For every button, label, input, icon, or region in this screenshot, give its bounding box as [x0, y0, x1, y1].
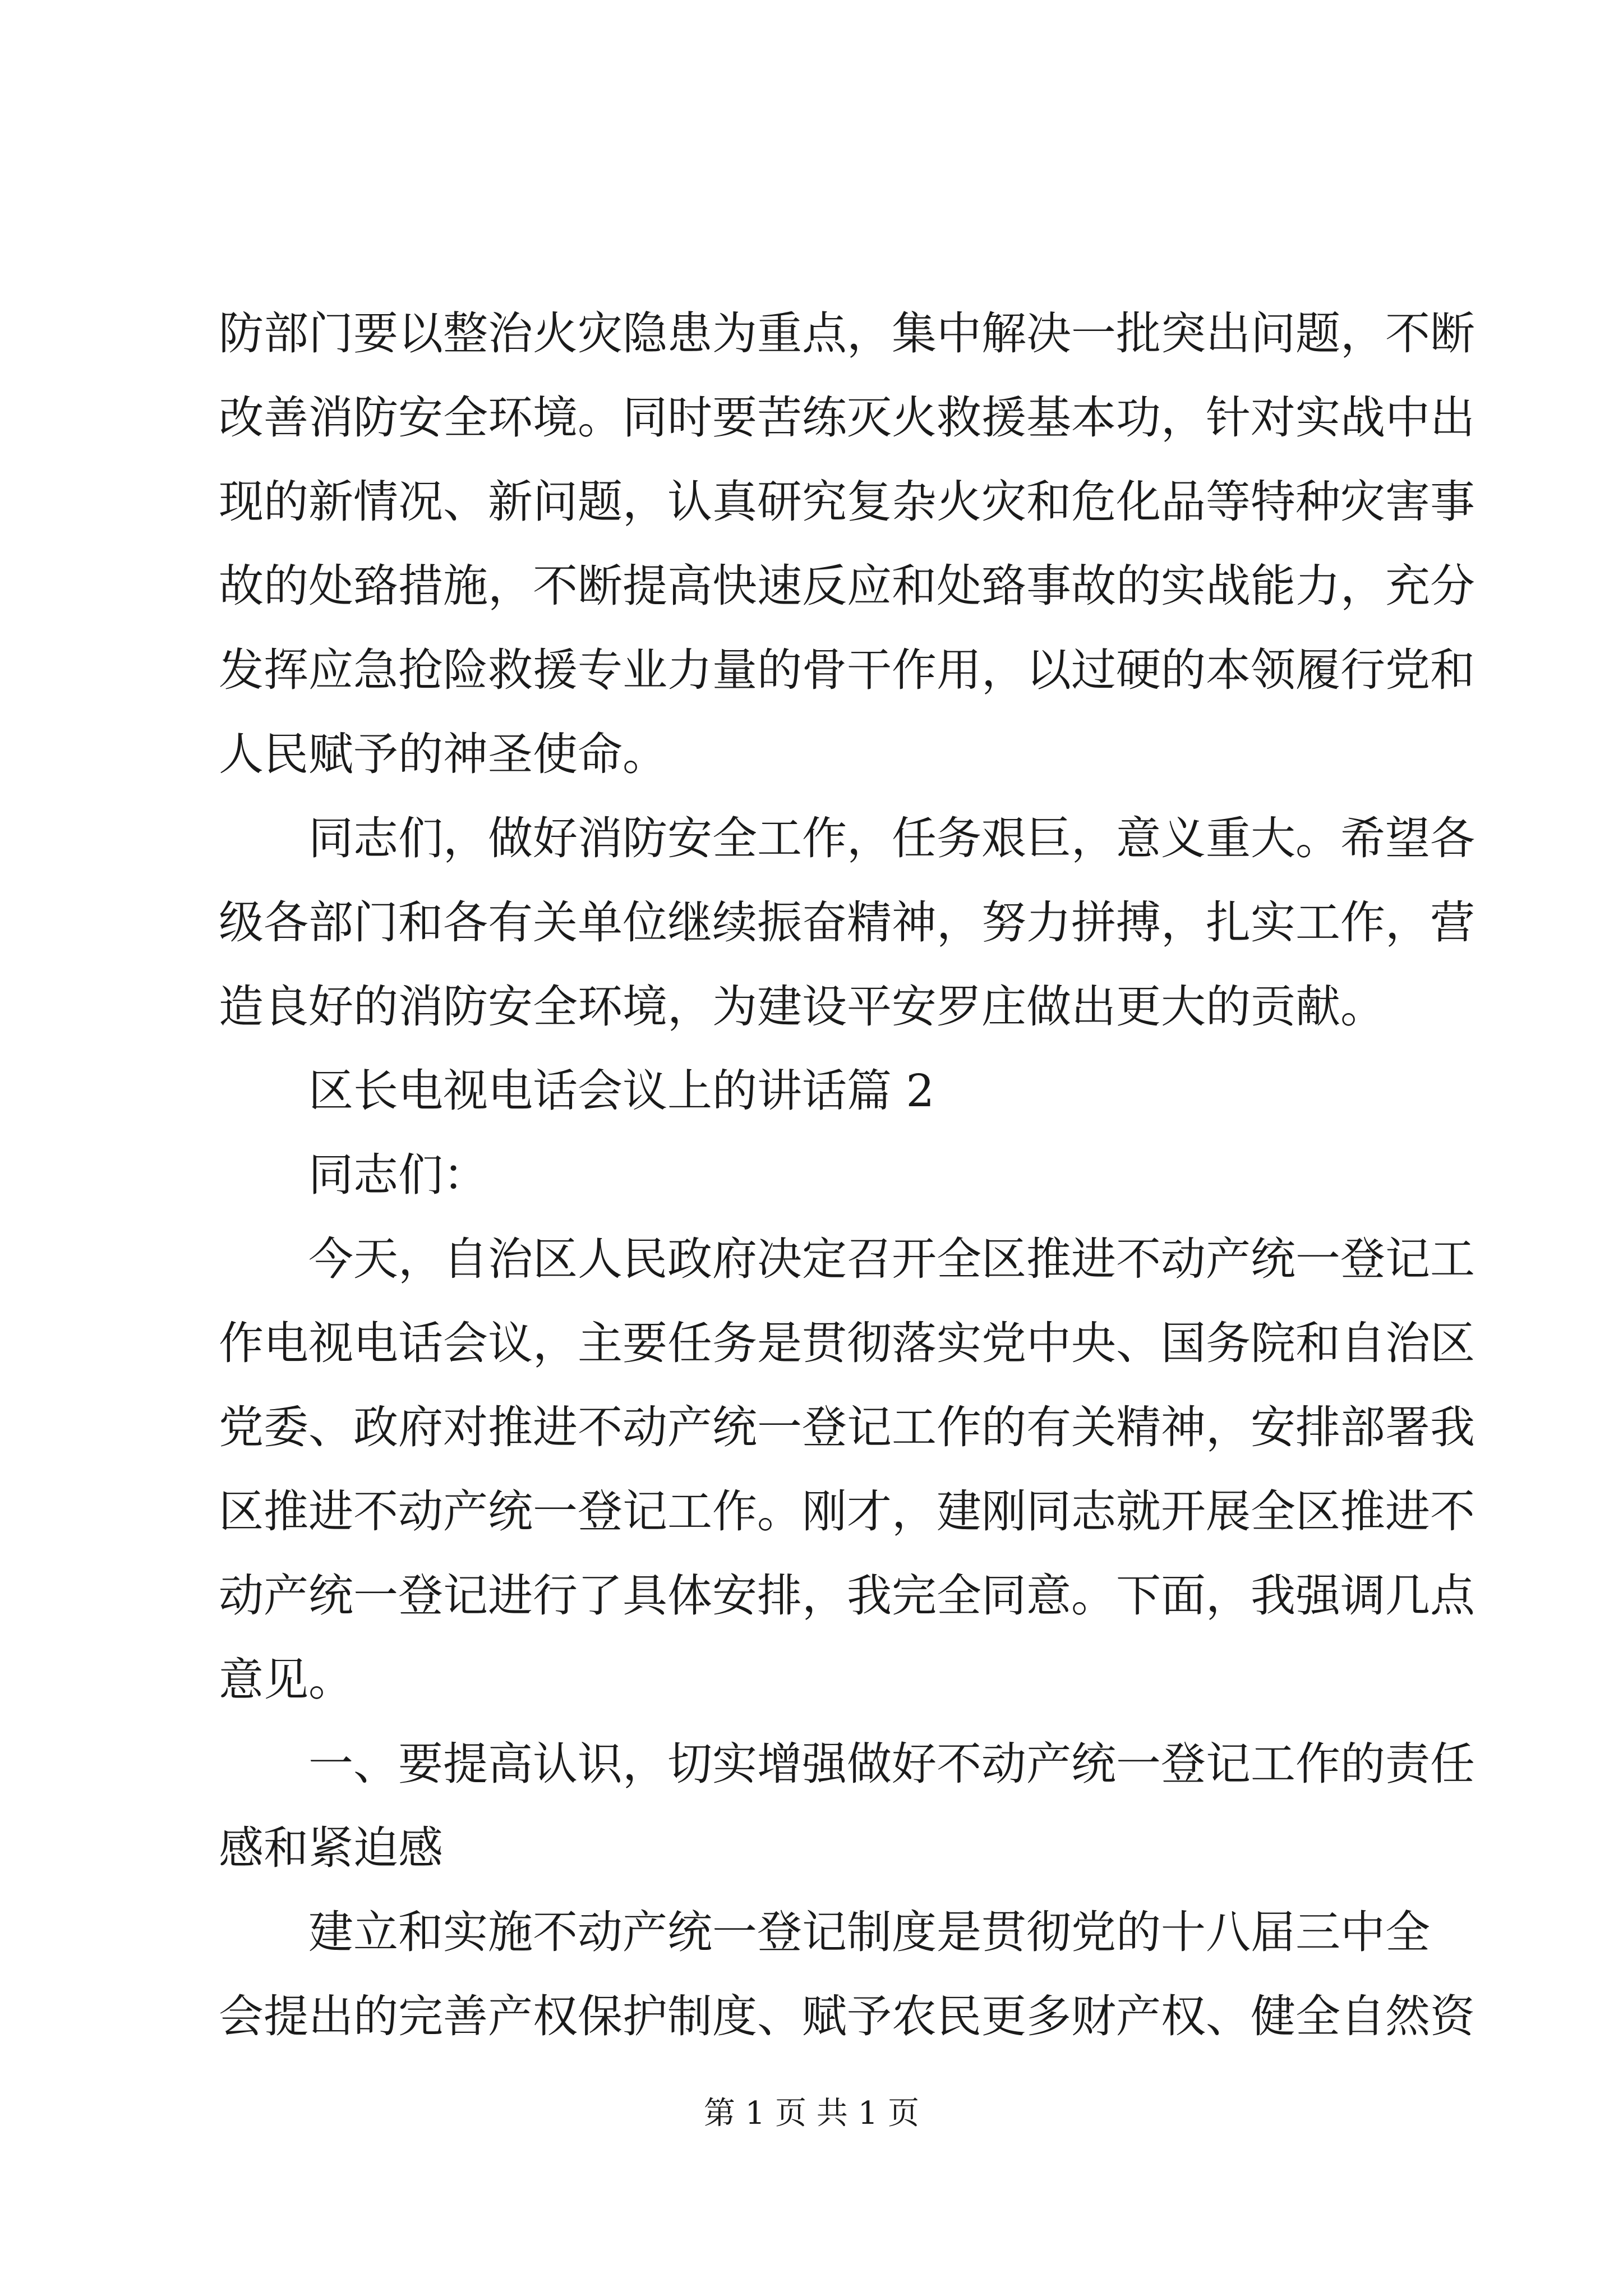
- text-line: 防部门要以整治火灾隐患为重点，集中解决一批突出问题，不断: [219, 307, 1475, 360]
- text-line: 故的处臵措施，不断提高快速反应和处臵事故的实战能力，充分: [219, 560, 1475, 612]
- text-line: 意见。: [219, 1654, 353, 1706]
- subheading-line: 一、要提高认识，切实增强做好不动产统一登记工作的责任: [308, 1738, 1475, 1790]
- text-line: 作电视电话会议，主要任务是贯彻落实党中央、国务院和自治区: [219, 1317, 1475, 1369]
- text-line: 级各部门和各有关单位继续振奋精神，努力拼搏，扎实工作，营: [219, 896, 1475, 949]
- text-line: 发挥应急抢险救援专业力量的骨干作用，以过硬的本领履行党和: [219, 644, 1475, 696]
- page-number-footer: 第 1 页 共 1 页: [703, 2095, 920, 2132]
- salutation: 同志们：: [308, 1149, 488, 1201]
- subheading-line: 感和紧迫感: [219, 1822, 443, 1874]
- text-line: 今天，自治区人民政府决定召开全区推进不动产统一登记工: [308, 1233, 1475, 1285]
- text-line: 现的新情况、新问题，认真研究复杂火灾和危化品等特种灾害事: [219, 476, 1475, 528]
- text-line: 建立和实施不动产统一登记制度是贯彻党的十八届三中全: [308, 1906, 1430, 1958]
- text-line: 同志们，做好消防安全工作，任务艰巨，意义重大。希望各: [308, 812, 1475, 864]
- text-line: 动产统一登记进行了具体安排，我完全同意。下面，我强调几点: [219, 1570, 1475, 1622]
- text-line: 造良好的消防安全环境，为建设平安罗庄做出更大的贡献。: [219, 981, 1385, 1033]
- text-line: 区推进不动产统一登记工作。刚才，建刚同志就开展全区推进不: [219, 1485, 1475, 1538]
- section-heading: 区长电视电话会议上的讲话篇 2: [308, 1065, 935, 1117]
- text-line: 党委、政府对推进不动产统一登记工作的有关精神，安排部署我: [219, 1401, 1475, 1453]
- text-line: 改善消防安全环境。同时要苦练灭火救援基本功，针对实战中出: [219, 392, 1475, 444]
- text-line: 人民赋予的神圣使命。: [219, 728, 667, 780]
- text-line: 会提出的完善产权保护制度、赋予农民更多财产权、健全自然资: [219, 1990, 1475, 2042]
